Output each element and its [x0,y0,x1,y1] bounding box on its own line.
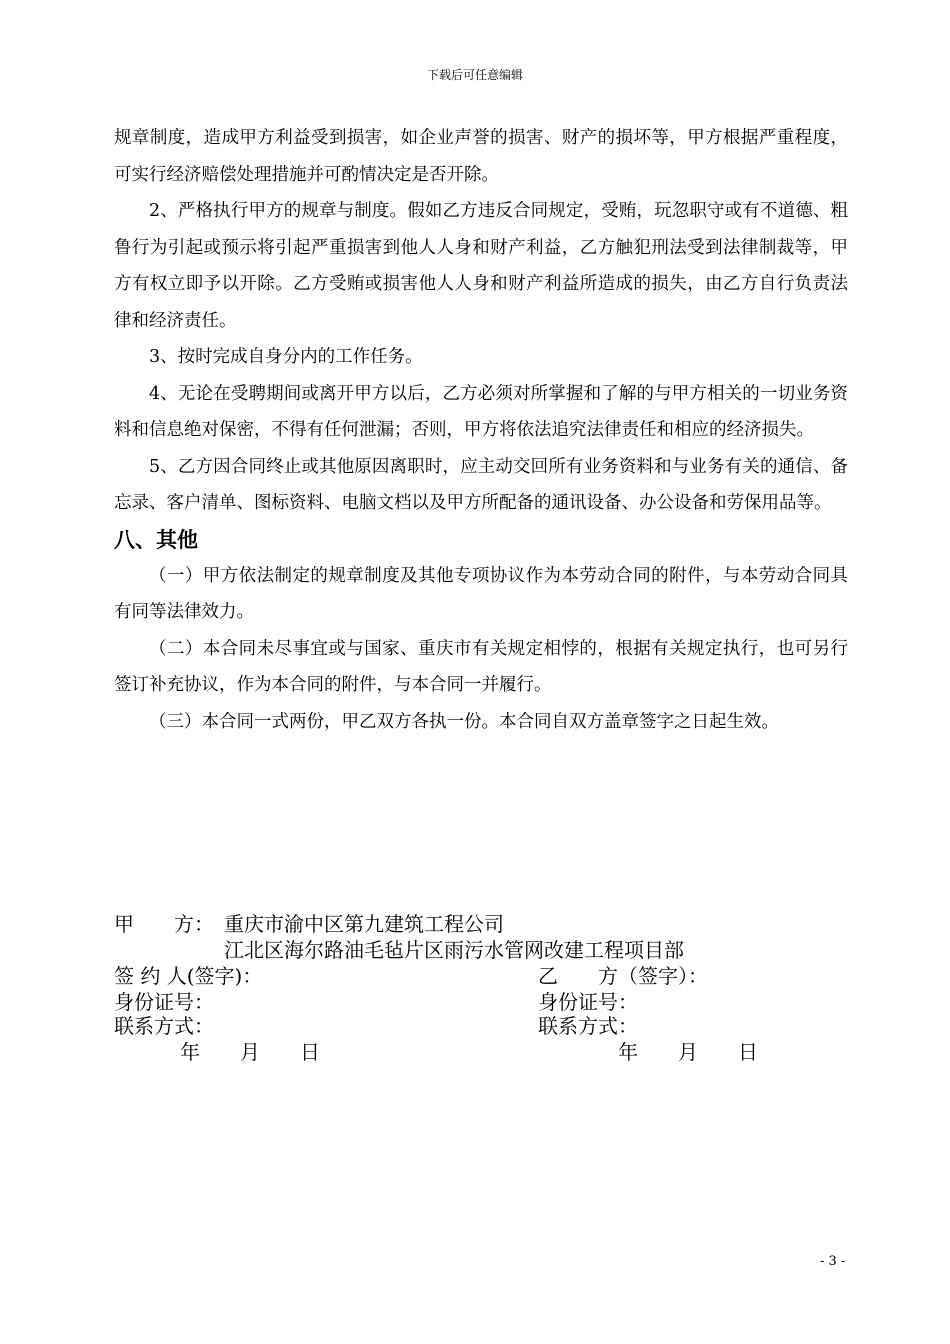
party-b-label: 乙 方（签字）： [538,964,708,988]
clause-5: 5、乙方因合同终止或其他原因离职时，应主动交回所有业务资料和与业务有关的通信、备忘录、客户清单、图标资料、电脑文档以及甲方所配备的通讯设备、办公设备和劳保用品等。 [114,456,848,513]
header-note: 下载后可任意编辑 [426,68,523,82]
clause-2: 2、严格执行甲方的规章与制度。假如乙方违反合同规定，受贿，玩忽职守或有不道德、粗鲁行为引起或预示将引起严重损害到他人人身和财产利益，乙方触犯刑法受到法律制裁等，甲方有权立即予以开除。乙方受贿或损害他人人身和财产利益所造成的损失，由乙方自行负责法律和经济责任。 [114,201,848,331]
paragraph-continuation: 规章制度，造成甲方利益受到损害，如企业声誉的损害、财产的损坏等，甲方根据严重程度，可实行经济赔偿处理措施并可酌情决定是否开除。 [114,128,848,185]
clause-4: 4、无论在受聘期间或离开甲方以后，乙方必须对所掌握和了解的与甲方相关的一切业务资料和信息绝对保密，不得有任何泄漏；否则，甲方将依法追究法律责任和相应的经济损失。 [114,383,848,440]
page-number: - 3 - [820,1254,846,1269]
party-a-contact-label: 联系方式： [114,1014,214,1038]
party-b-date: 年 月 日 [618,1040,758,1064]
party-a-name: 重庆市渝中区第九建筑工程公司 [224,912,504,936]
contract-body [114,120,848,740]
section-8-item-3: （三）本合同一式两份，甲乙双方各执一份。本合同自双方盖章签字之日起生效。 [149,711,779,732]
section-8-item-1: （一）甲方依法制定的规章制度及其他专项协议作为本劳动合同的附件，与本劳动合同具有同等法律效力。 [114,565,848,622]
party-a-department: 江北区海尔路油毛毡片区雨污水管网改建工程项目部 [224,938,684,962]
party-a-id-label: 身份证号： [114,990,214,1014]
party-b-id-label: 身份证号： [538,990,638,1014]
clause-3: 3、按时完成自身分内的工作任务。 [149,347,423,367]
section-8-title: 八、其他 [114,527,198,552]
party-b-contact-label: 联系方式： [538,1014,638,1038]
party-a-date: 年 月 日 [180,1040,320,1064]
section-8-item-2: （二）本合同未尽事宜或与国家、重庆市有关规定相悖的，根据有关规定执行，也可另行签订补充协议，作为本合同的附件，与本合同一并履行。 [114,638,848,695]
signer-label: 签 约 人(签字)： [114,964,263,988]
party-a-label: 甲 方： [114,912,214,936]
